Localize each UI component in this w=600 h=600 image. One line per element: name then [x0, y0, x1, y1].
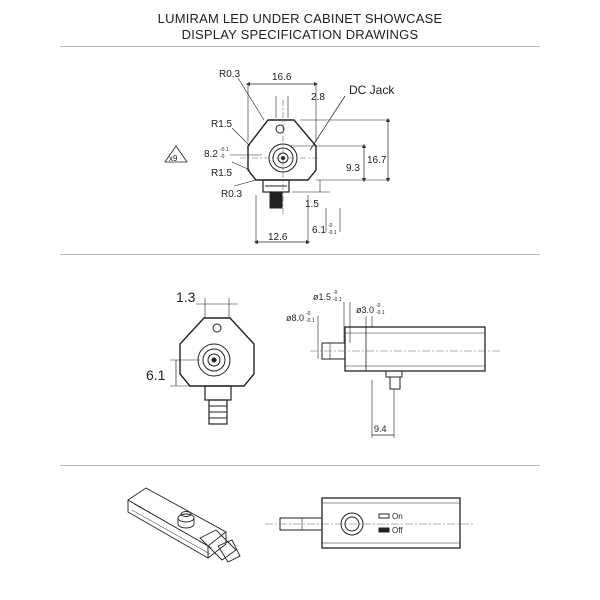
dim-phi-8-0: ø8.0 — [286, 313, 305, 323]
section2-side-labels — [286, 290, 387, 434]
section2-side-view — [310, 302, 500, 438]
dim-width-16-6: 16.6 — [272, 72, 292, 83]
dim-1-5: 1.5 — [305, 199, 319, 210]
switch-lever — [270, 192, 282, 208]
switch-knob-perspective — [178, 514, 194, 522]
dim-phi-3-0: ø3.0 — [356, 305, 375, 315]
connector-body-outline — [248, 120, 316, 180]
dim-phi-1-5: ø1.5 — [313, 292, 332, 302]
dim-6-1: 6.1 — [312, 225, 326, 236]
switch-off-label: Off — [392, 526, 403, 535]
switch-side-lever — [390, 377, 400, 389]
section2-front-view — [170, 298, 254, 424]
title-line-2: DISPLAY SPECIFICATION DRAWINGS — [181, 27, 419, 42]
dim-1-3: 1.3 — [176, 289, 196, 305]
switch-housing-2 — [205, 386, 231, 400]
dim-r15-bottom: R1.5 — [211, 168, 233, 179]
dim-r03-top: R0.3 — [219, 69, 241, 80]
surface-count-x9: x9 — [169, 154, 178, 163]
dim-6-1-tol-down: -0.1 — [328, 230, 337, 236]
dim-6-1-tol-up: -0 — [328, 223, 333, 229]
dim-8-2: 8.2 — [204, 149, 218, 160]
dim-width-12-6: 12.6 — [268, 232, 288, 243]
dc-jack-label: DC Jack — [349, 83, 395, 97]
dim-phi-8-0-tol-up: -0 — [306, 311, 311, 317]
section3-top-view — [265, 498, 475, 548]
dim-r15-top: R1.5 — [211, 119, 233, 130]
dim-height-16-7: 16.7 — [367, 155, 387, 166]
switch-side — [386, 371, 402, 377]
dim-6-1-b: 6.1 — [146, 367, 166, 383]
section3-perspective — [128, 488, 240, 562]
dim-phi-3-0-tol-down: -0.1 — [376, 310, 385, 316]
dim-9-4: 9.4 — [374, 424, 387, 434]
switch-on-label: On — [392, 512, 403, 521]
switch-off-marker — [379, 528, 389, 532]
section1-labels — [169, 69, 395, 243]
dim-height-9-3: 9.3 — [346, 163, 360, 174]
section1-front-view — [165, 78, 390, 244]
title-line-1: LUMIRAM LED UNDER CABINET SHOWCASE — [157, 11, 443, 26]
dim-8-2-tol-down: -0 — [220, 154, 225, 160]
dim-8-2-tol-up: -0.1 — [220, 147, 229, 153]
dc-jack-pin-2 — [212, 358, 216, 362]
section3-labels — [392, 512, 403, 535]
dim-phi-3-0-tol-up: -0 — [376, 303, 381, 309]
dim-phi-1-5-tol-up: -0 — [333, 290, 338, 296]
rail-perspective — [128, 488, 226, 546]
dim-r03-bottom: R0.3 — [221, 189, 243, 200]
dim-phi-8-0-tol-down: -0.1 — [306, 318, 315, 324]
mounting-hole-2 — [213, 324, 221, 332]
dim-phi-1-5-tol-down: -0.1 — [333, 297, 342, 303]
rail-top — [322, 498, 460, 548]
switch-on-marker — [379, 514, 389, 518]
dim-2-8: 2.8 — [311, 92, 325, 103]
